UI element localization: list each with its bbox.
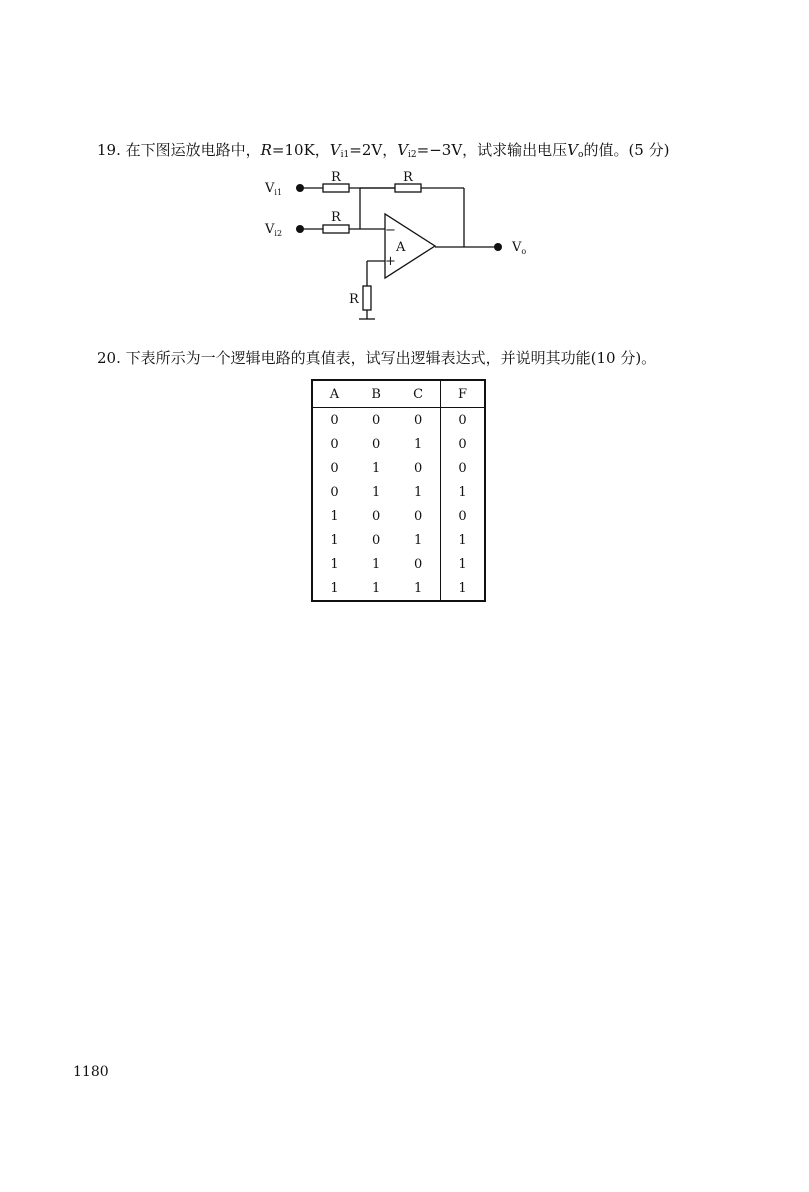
vi2-terminal [296,225,304,233]
table-row [312,480,485,504]
cell-f: 0 [440,456,485,480]
r-feedback-label: R [403,170,413,185]
cell-f: 1 [440,576,485,601]
cell-c: 0 [414,412,423,428]
q19-vi2-var: V [397,141,409,159]
q19-vi1-value: =2V， [349,141,398,159]
table-row [312,504,485,528]
header-a: A [312,380,356,408]
q19-suffix: 的值。(5 分) [583,141,670,159]
table-row [312,576,485,601]
cell-b: 1 [371,484,381,500]
table-row [312,528,485,552]
header-c: C [396,380,440,408]
cell-c: 0 [414,460,423,476]
vo-label: $V_o$ [512,240,527,256]
table-row [312,552,485,576]
r-ground-label: R [349,292,359,307]
table-row [312,408,485,433]
q19-prefix: 19. 在下图运放电路中， [97,141,261,159]
cell-b: 0 [371,532,381,548]
cell-b: 0 [371,412,381,428]
question-20: 20. 下表所示为一个逻辑电路的真值表，试写出逻辑表达式，并说明其功能(10 分)。 [97,349,657,367]
q19-r-value: =10K， [271,141,330,159]
cell-a: 1 [330,580,339,596]
q19-vo-sub: o [578,150,584,160]
vi2-label: $V_{i2}$ [265,222,283,238]
cell-a: 0 [330,412,339,428]
table-row [312,432,485,456]
cell-a: 1 [330,556,339,572]
q19-vo-var: V [567,141,579,159]
cell-b: 1 [371,460,381,476]
cell-f: 1 [440,480,485,504]
q19-r-var: R [260,141,272,159]
q19-vi2-value: =−3V，试求输出电压 [416,141,568,159]
cell-f: 0 [440,504,485,528]
cell-a: 1 [330,508,339,524]
vi1-terminal [296,184,304,192]
cell-c: 1 [414,532,423,548]
cell-f: 1 [440,528,485,552]
vo-terminal [494,243,502,251]
cell-b: 0 [371,436,381,452]
q19-vi2-sub: i2 [408,150,417,160]
opamp-circuit-diagram [255,170,555,330]
cell-a: 0 [330,436,339,452]
header-f: F [440,380,485,408]
r-mid-label: R [331,210,341,225]
cell-b: 1 [371,556,381,572]
cell-c: 0 [414,556,423,572]
table-row [312,456,485,480]
page-number: 1180 [73,1064,109,1080]
q19-vi1-sub: i1 [340,150,350,160]
cell-a: 0 [330,484,339,500]
cell-c: 1 [414,580,423,596]
q19-vi1-var: V [329,141,341,159]
question-19 [97,140,669,160]
cell-a: 1 [330,532,339,548]
table-header-row [312,380,485,408]
cell-c: 1 [414,484,423,500]
cell-b: 0 [371,508,381,524]
r-top-left-label: R [331,170,341,185]
cell-c: 0 [414,508,423,524]
vi1-label: $V_{i1}$ [265,181,283,197]
opamp-plus-sign: + [385,254,396,269]
opamp-minus-sign: − [385,223,396,238]
header-b: B [356,380,396,408]
cell-c: 1 [414,436,423,452]
truth-table [311,379,486,602]
cell-f: 0 [440,408,485,433]
opamp-label: A [396,240,406,255]
cell-f: 1 [440,552,485,576]
cell-b: 1 [371,580,381,596]
cell-a: 0 [330,460,339,476]
cell-f: 0 [440,432,485,456]
